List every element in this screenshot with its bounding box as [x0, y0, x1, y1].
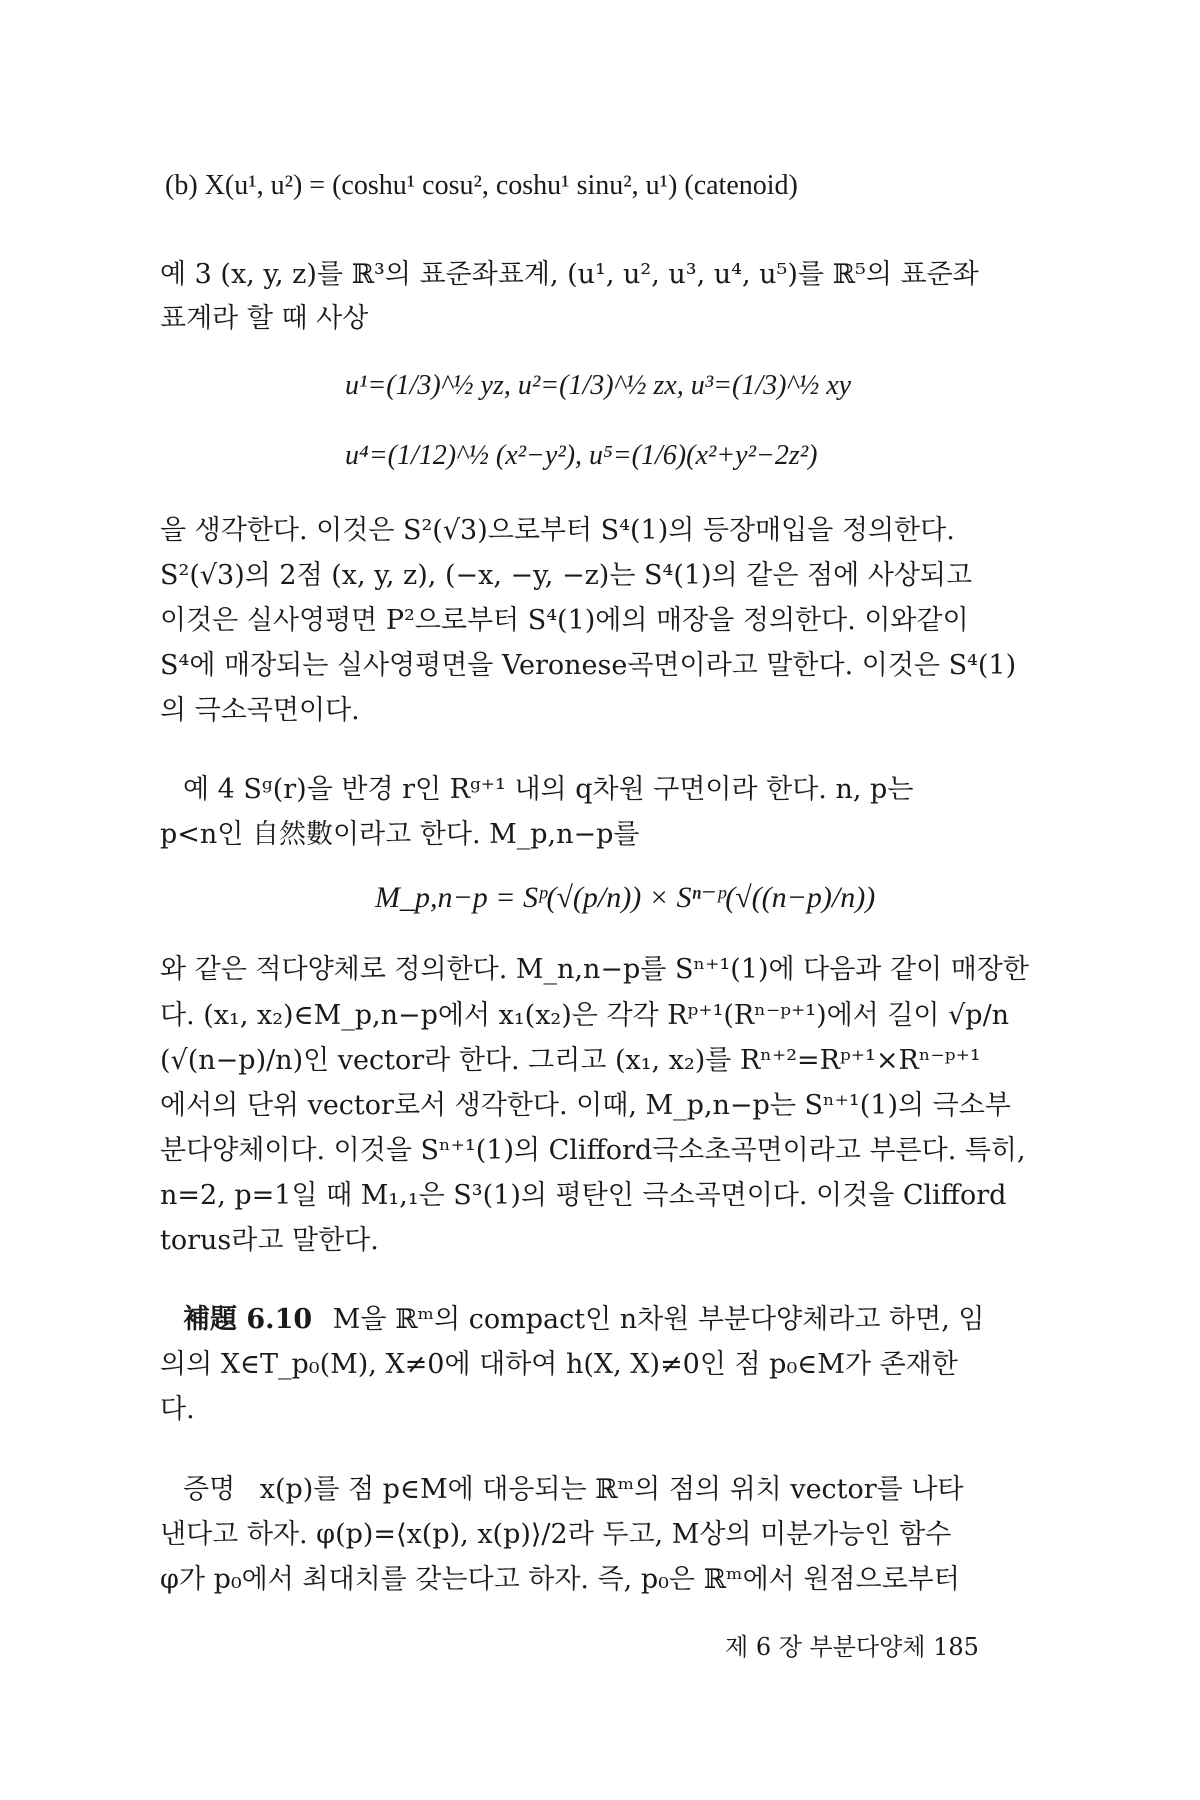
proof-first-line: [183, 1472, 964, 1508]
example3-body-line-4: S⁴에 매장되는 실사영평면을 Veronese곡면이라고 말한다. 이것은 S⁴(1): [160, 650, 1017, 681]
example4-body-line-6: n=2, p=1일 때 M₁,₁은 S³(1)의 평탄인 극소곡면이다. 이것을 Clifford: [160, 1180, 1007, 1211]
example4-formula: M_p,n−p = Sᵖ(√(p/n)) × Sⁿ⁻ᵖ(√((n−p)/n)): [375, 881, 876, 914]
page-footer: 제 6 장 부분다양체 185: [725, 1633, 979, 1661]
lemma-first-line: [183, 1302, 984, 1338]
lemma-line-1: M을 ℝᵐ의 compact인 n차원 부분다양체라고 하면, 임: [332, 1304, 985, 1335]
example3-line-2: 표계라 할 때 사상: [160, 303, 369, 334]
proof-line-1: x(p)를 점 p∈M에 대응되는 ℝᵐ의 점의 위치 vector를 나타: [259, 1474, 964, 1505]
lemma-label: 補題 6.10: [183, 1304, 313, 1335]
example3-body-line-3: 이것은 실사영평면 P²으로부터 S⁴(1)에의 매장을 정의한다. 이와같이: [160, 605, 969, 636]
example4-body-line-5: 분다양체이다. 이것을 Sⁿ⁺¹(1)의 Clifford극소초곡면이라고 부른다. 특히,: [160, 1135, 1026, 1166]
example4-line-1: 예 4 Sᵍ(r)을 반경 r인 Rᵍ⁺¹ 내의 q차원 구면이라 한다. n, p는: [183, 774, 914, 805]
example3-formula-1: u¹=(1/3)^½ yz, u²=(1/3)^½ zx, u³=(1/3)^½ xy: [345, 370, 852, 401]
example4-body-line-2: 다. (x₁, x₂)∈M_p,n−p에서 x₁(x₂)은 각각 Rᵖ⁺¹(Rⁿ⁻ᵖ⁺¹)에서 길이 √p/n: [160, 1000, 1010, 1031]
lemma-line-3: 다.: [160, 1394, 195, 1425]
example3-formula-2: u⁴=(1/12)^½ (x²−y²), u⁵=(1/6)(x²+y²−2z²): [345, 440, 818, 471]
example4-line-2: p<n인 自然數이라고 한다. M_p,n−p를: [160, 819, 640, 850]
example4-body-line-1: 와 같은 적다양체로 정의한다. M_n,n−p를 Sⁿ⁺¹(1)에 다음과 같이 매장한: [160, 954, 1029, 985]
proof-line-3: φ가 p₀에서 최대치를 갖는다고 하자. 즉, p₀은 ℝᵐ에서 원점으로부터: [160, 1564, 960, 1595]
proof-line-2: 낸다고 하자. φ(p)=⟨x(p), x(p)⟩/2라 두고, M상의 미분가능인 함수: [160, 1519, 952, 1550]
example3-line-1: 예 3 (x, y, z)를 ℝ³의 표준좌표계, (u¹, u², u³, u⁴, u⁵)를 ℝ⁵의 표준좌: [160, 259, 979, 290]
lemma-line-2: 의의 X∈T_p₀(M), X≠0에 대하여 h(X, X)≠0인 점 p₀∈M가 존재한: [160, 1349, 958, 1380]
proof-label: 증명: [183, 1474, 236, 1505]
example3-body-line-1: 을 생각한다. 이것은 S²(√3)으로부터 S⁴(1)의 등장매입을 정의한다.: [160, 515, 955, 546]
example3-body-line-2: S²(√3)의 2점 (x, y, z), (−x, −y, −z)는 S⁴(1)의 같은 점에 사상되고: [160, 560, 973, 591]
example3-body-line-5: 의 극소곡면이다.: [160, 695, 360, 726]
example4-body-line-7: torus라고 말한다.: [160, 1225, 379, 1256]
example4-body-line-4: 에서의 단위 vector로서 생각한다. 이때, M_p,n−p는 Sⁿ⁺¹(1)의 극소부: [160, 1090, 1011, 1121]
example4-body-line-3: (√(n−p)/n)인 vector라 한다. 그리고 (x₁, x₂)를 Rⁿ⁺²=Rᵖ⁺¹×Rⁿ⁻ᵖ⁺¹: [160, 1045, 981, 1076]
catenoid-formula-line: (b) X(u¹, u²) = (coshu¹ cosu², coshu¹ sinu², u¹) (catenoid): [165, 170, 798, 201]
